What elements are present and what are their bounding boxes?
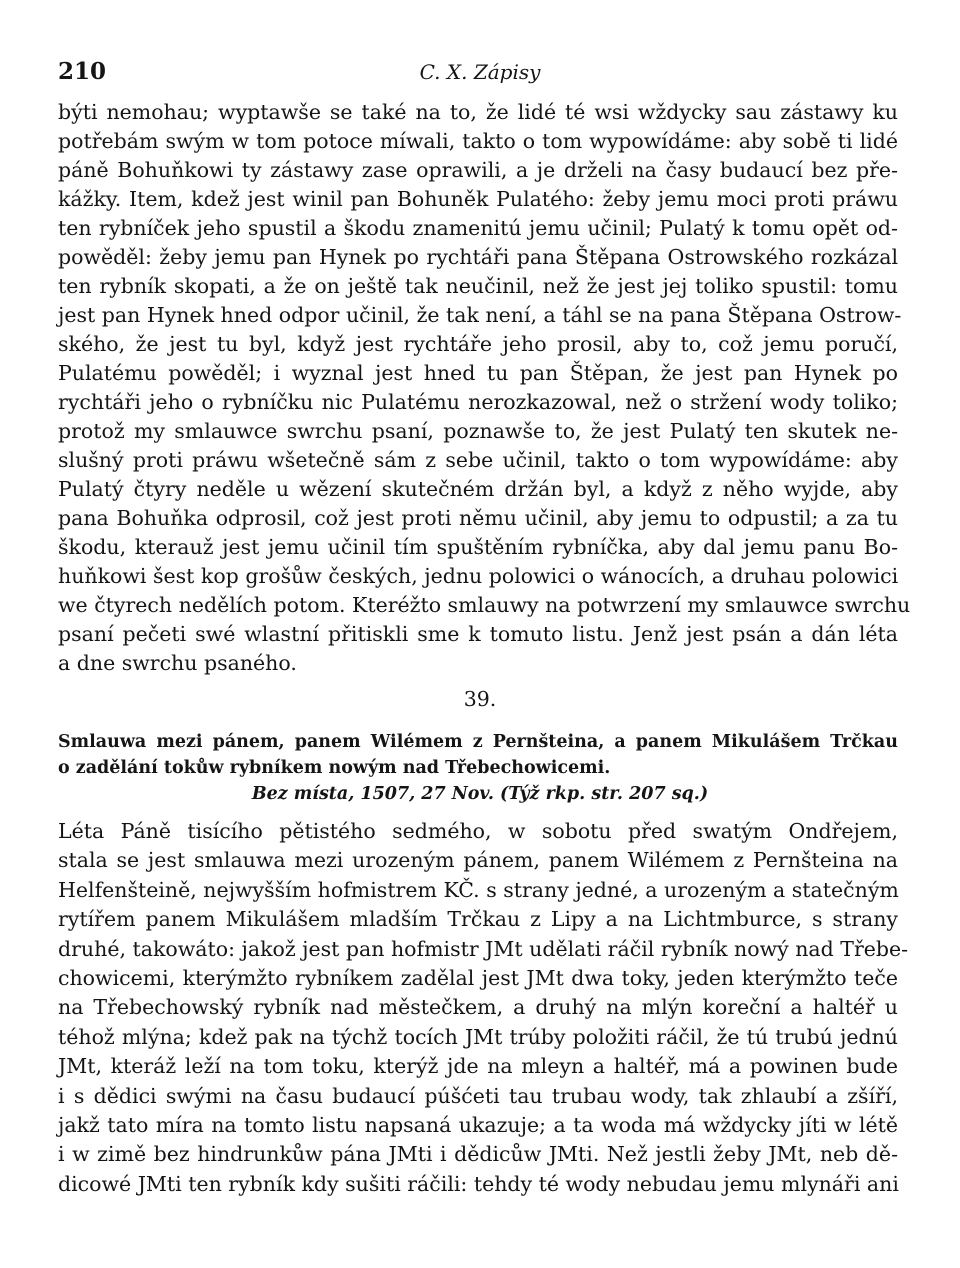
text-line: dicowé JMti ten rybník kdy sušiti ráčili: tehdy té wody nebudau jemu mlynáři ani [58, 1171, 899, 1196]
text-line: we čtyrech nedělích potom. Kteréžto smlauwy na potwrzení my smlauwce swrchu [58, 593, 911, 617]
text-line: druhé, takowáto: jakož jest pan hofmistr JMt udělati ráčil rybník nowý nad Třebe- [58, 936, 909, 961]
document-source: Bez místa, 1507, 27 Nov. (Týž rkp. str. 207 sq.) [251, 784, 709, 804]
text-line: býti nemohau; wyptawše se také na to, že lidé té wsi wždycky sau zástawy ku [58, 100, 898, 124]
text-line: slušný proti práwu wšetečně sám z sebe učinil, takto o tom wypowídáme: aby [58, 448, 898, 472]
text-line: rychtáři jeho o rybníčku nic Pulatému nerozkazowal, než o stržení wody toliko; [58, 390, 898, 414]
text-line: ten rybník skopati, a že on ještě tak neučinil, než že jest jej toliko spustil: tomu [58, 274, 898, 298]
text-line: jest pan Hynek hned odpor učinil, že tak není, a táhl se na pana Štěpana Ostrow- [58, 303, 902, 327]
text-line: psaní pečeti swé wlastní přitiskli sme k tomuto listu. Jenž jest psán a dán léta [58, 622, 898, 646]
text-line: na Třebechowský rybník nad městečkem, a druhý na mlýn koreční a haltéř u [58, 995, 898, 1020]
text-line: rytířem panem Mikulášem mladším Trčkau z Lipy a na Lichtmburce, s strany [58, 907, 898, 932]
text-line: powěděl: žeby jemu pan Hynek po rychtáři pana Štěpana Ostrowského rozkázal [58, 245, 898, 269]
text-line: Léta Páně tisícího pětistého sedmého, w sobotu před swatým Ondřejem, [58, 819, 898, 843]
page-header [58, 58, 902, 86]
text-line: a dne swrchu psaného. [58, 651, 297, 675]
text-line: Helfenšteině, nejwyšším hofmistrem KČ. s strany jedné, a urozeným a statečným [58, 877, 899, 902]
document-summary-line: Smlauwa mezi pánem, panem Wilémem z Pernšteina, a panem Mikulášem Trčkau [58, 732, 898, 752]
text-line: stala se jest smlauwa mezi urozeným pánem, panem Wilémem z Pernšteina na [58, 848, 898, 873]
text-line: ského, že jest tu byl, když jest rychtáře jeho prosil, aby to, což jemu poručí, [58, 332, 898, 356]
document-number: 39. [463, 687, 497, 711]
text-line: i w zimě bez hindrunkůw pána JMti i dědicůw JMti. Než jestli žeby JMt, neb dě- [58, 1142, 898, 1167]
text-line: kážky. Item, kdež jest winil pan Bohuněk Pulatého: žeby jemu moci proti práwu [58, 187, 898, 211]
text-line: téhož mlýna; kdež pak na týchž tocích JMt trúby položiti ráčil, že tú trubú jednú [58, 1024, 898, 1049]
text-line: páně Bohuňkowi ty zástawy zase oprawili, a je drželi na časy budaucí bez pře- [58, 158, 898, 182]
text-line: Pulatému powěděl; i wyznal jest hned tu pan Štěpan, že jest pan Hynek po [58, 361, 898, 385]
text-line: chowicemi, kterýmžto rybníkem zadělal jest JMt dwa toky, jeden kterýmžto teče [58, 966, 898, 990]
text-line: škodu, kterauž jest jemu učinil tím spuštěním rybníčka, aby dal jemu panu Bo- [58, 535, 898, 559]
running-head: C. X. Zápisy [419, 60, 541, 84]
text-line: JMt, kteráž leží na tom toku, kterýž jde na mleyn a haltéř, má a powinen bude [58, 1054, 898, 1079]
text-line: i s dědici swými na času budaucí púšćeti tau trubau wody, tak zhlaubí a zšíří, [58, 1083, 898, 1108]
page-number: 210 [58, 58, 107, 85]
text-line: pana Bohuňka odprosil, což jest proti němu učinil, aby jemu to odpustil; a za tu [58, 506, 898, 530]
text-line: Pulatý čtyry neděle u wězení skutečném držán byl, a když z něho wyjde, aby [58, 477, 898, 501]
text-line: jakž tato míra na tomto listu napsaná ukazuje; a ta woda má wždycky jíti w létě [58, 1113, 898, 1137]
text-line: huňkowi šest kop grošůw českých, jednu polowici o wánocích, a druhau polowici [58, 564, 899, 588]
text-line: potřebám swým w tom potoce míwali, takto o tom wypowídáme: aby sobě ti lidé [58, 129, 898, 153]
document-summary-line: o zadělání tokůw rybníkem nowým nad Třebechowicemi. [58, 758, 611, 778]
text-line: ten rybníček jeho spustil a škodu znamenitú jemu učinil; Pulatý k tomu opět od- [58, 216, 898, 240]
text-line: protož my smlauwce swrchu psaní, poznawše to, že jest Pulatý ten skutek ne- [58, 419, 898, 443]
